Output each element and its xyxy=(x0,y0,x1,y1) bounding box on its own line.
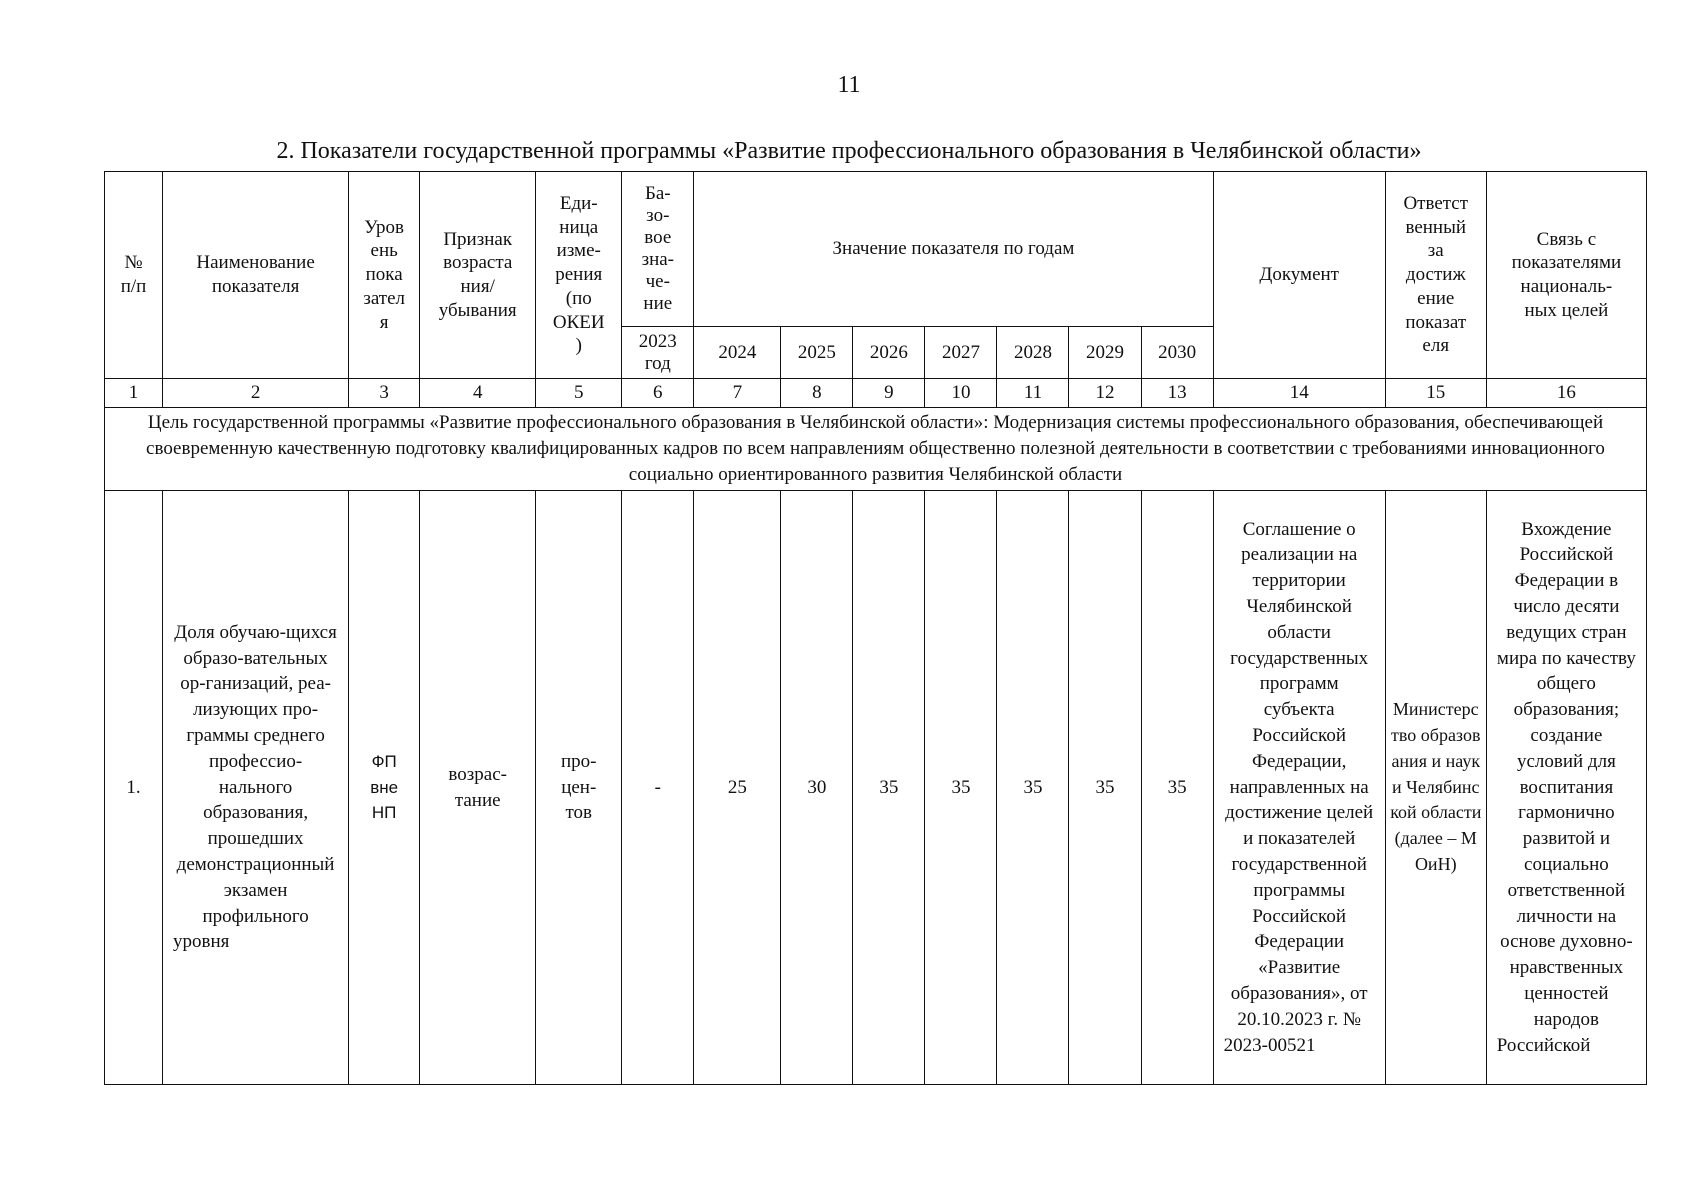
column-number: 12 xyxy=(1069,379,1141,408)
column-number: 3 xyxy=(349,379,420,408)
column-number: 6 xyxy=(622,379,694,408)
indicator-unit: про- цен- тов xyxy=(536,491,622,1085)
col-header-responsible: Ответст венный за достиж ение показат еля xyxy=(1385,172,1486,379)
column-number: 2 xyxy=(163,379,349,408)
col-header-num: № п/п xyxy=(105,172,163,379)
col-header-level: Уров ень пока зател я xyxy=(349,172,420,379)
indicator-level: ФП вне НП xyxy=(349,491,420,1085)
indicator-base: - xyxy=(622,491,694,1085)
indicator-value: 25 xyxy=(694,491,781,1085)
indicator-responsible: Министерство образования и науки Челябинской области (далее – МОиН) xyxy=(1385,491,1486,1085)
goal-row xyxy=(105,408,1647,491)
indicator-value: 35 xyxy=(1141,491,1213,1085)
indicator-trend: возрас- тание xyxy=(420,491,536,1085)
program-goal: Цель государственной программы «Развитие профессионального образования в Челябинской области»: Модернизация системы профессионального образования, обеспечивающей своевременную качественную подготовку квалифицированных кадров по всем направлениям общественно полезной деятельности в соответствии с требованиями инновационного социально ориентированного развития Челябинской области xyxy=(105,408,1647,491)
column-number: 4 xyxy=(420,379,536,408)
column-number: 11 xyxy=(997,379,1069,408)
header-row xyxy=(105,172,1647,327)
page-number: 11 xyxy=(837,72,861,98)
col-header-link: Связь с показателями националь- ных целей xyxy=(1486,172,1646,379)
row-num: 1. xyxy=(105,491,163,1085)
column-number: 15 xyxy=(1385,379,1486,408)
table-row xyxy=(105,491,1647,1085)
column-number: 1 xyxy=(105,379,163,408)
column-number: 14 xyxy=(1213,379,1385,408)
year-header: 2030 xyxy=(1141,327,1213,379)
indicator-value: 35 xyxy=(1069,491,1141,1085)
col-header-values-by-year: Значение показателя по годам xyxy=(694,172,1213,327)
column-number: 9 xyxy=(853,379,925,408)
column-number: 16 xyxy=(1486,379,1646,408)
year-header: 2025 xyxy=(781,327,853,379)
indicators-table xyxy=(104,171,1647,1085)
column-number: 10 xyxy=(925,379,997,408)
col-header-unit: Еди- ница изме- рения (по ОКЕИ ) xyxy=(536,172,622,379)
col-header-name: Наименование показателя xyxy=(163,172,349,379)
column-number-row xyxy=(105,379,1647,408)
column-number: 7 xyxy=(694,379,781,408)
column-number: 8 xyxy=(781,379,853,408)
indicator-value: 35 xyxy=(925,491,997,1085)
year-header: 2027 xyxy=(925,327,997,379)
col-header-base: Ба- зо- вое зна- че- ние xyxy=(622,172,694,327)
col-header-base-year: 2023 год xyxy=(622,327,694,379)
year-header: 2026 xyxy=(853,327,925,379)
indicator-value: 30 xyxy=(781,491,853,1085)
indicator-name: Доля обучаю-щихся образо-вательных ор-ганизаций, реа-лизующих про-граммы среднего профессио-нального образования, прошедших демонстрационный экзамен профильного уровня xyxy=(163,491,349,1085)
year-header: 2028 xyxy=(997,327,1069,379)
column-number: 13 xyxy=(1141,379,1213,408)
year-header: 2024 xyxy=(694,327,781,379)
col-header-trend: Признак возраста ния/ убывания xyxy=(420,172,536,379)
column-number: 5 xyxy=(536,379,622,408)
indicator-national-goal-link: Вхождение Российской Федерации в число десяти ведущих стран мира по качеству общего образования; создание условий для воспитания гармонично развитой и социально ответственной личности на основе духовно-нравственных ценностей народов Российской xyxy=(1486,491,1646,1085)
indicator-value: 35 xyxy=(997,491,1069,1085)
col-header-document: Документ xyxy=(1213,172,1385,379)
indicator-value: 35 xyxy=(853,491,925,1085)
year-header: 2029 xyxy=(1069,327,1141,379)
document-title: 2. Показатели государственной программы «Развитие профессионального образования в Челябинской области» xyxy=(276,138,1422,164)
indicator-document: Соглашение о реализации на территории Челябинской области государственных программ субъекта Российской Федерации, направленных на достижение целей и показателей государственной программы Российской Федерации «Развитие образования», от 20.10.2023 г. № 2023-00521 xyxy=(1213,491,1385,1085)
